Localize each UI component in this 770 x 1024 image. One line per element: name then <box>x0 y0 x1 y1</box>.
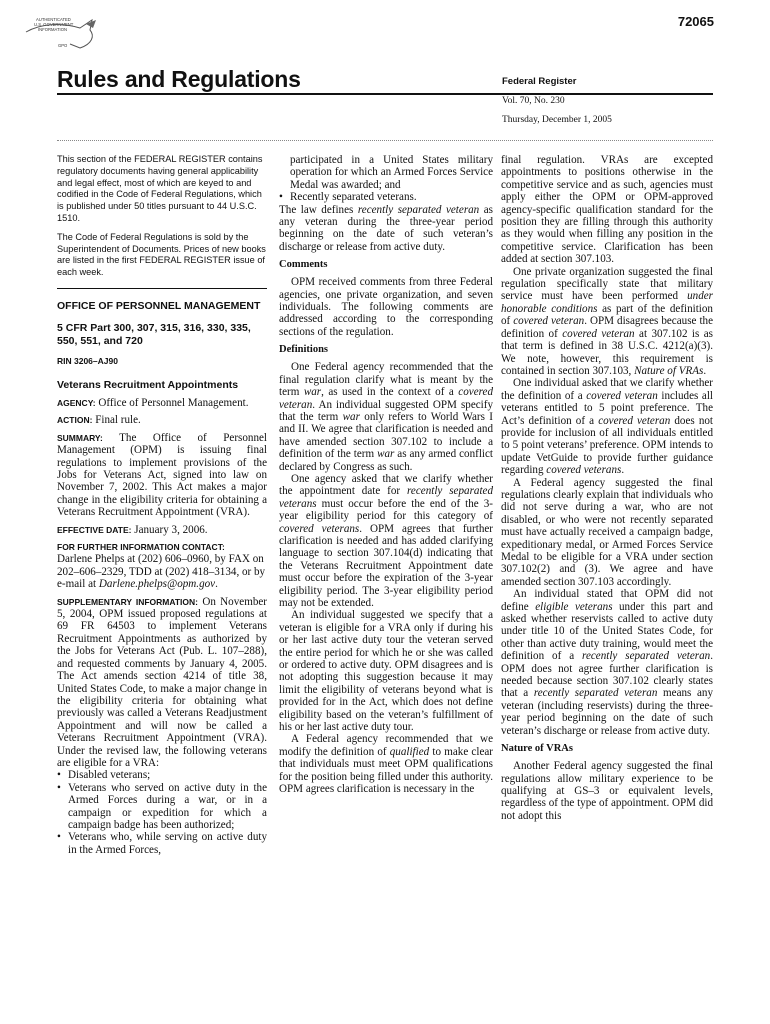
text-run: under this part and asked whether reservists called to active duty under title 10 of the United States Code, for other than active duty training, would meet the definition of a <box>501 600 713 663</box>
supplementary-paragraph <box>57 596 267 770</box>
section-heading-comments: Comments <box>279 259 328 271</box>
issue-date: Thursday, December 1, 2005 <box>502 115 612 125</box>
column-divider <box>57 288 267 289</box>
boilerplate-paragraph: The Code of Federal Regulations is sold by the Superintendent of Documents. Prices of new books are listed in the first FEDERAL REGISTER issue of each week. <box>57 231 266 278</box>
defined-term: under honorable conditions <box>501 290 713 315</box>
body-paragraph: Another Federal agency suggested the final regulations allow military experience to be qualifying at GS–3 or equivalent levels, regardless of the type of appointment. OPM did not adopt this <box>501 760 713 822</box>
text-run: as part of the definition of <box>501 302 713 328</box>
effective-date-label: EFFECTIVE DATE: <box>57 524 132 535</box>
cfr-parts: 5 CFR Part 300, 307, 315, 316, 330, 335, 550, 551, and 720 <box>57 321 251 347</box>
body-paragraph: final regulation. VRAs are excepted appointments to positions otherwise in the competitive service and as such, agencies must apply either the OPM or OPM-approved agency-specific qualification standard for the position they are filling through this authority as they would when filling any position in the competitive service. Clarification has been added at section 307.103. <box>501 154 713 266</box>
text-run: as any armed conflict declared by Congress as such. <box>279 448 493 473</box>
agency-heading: OFFICE OF PERSONNEL MANAGEMENT <box>57 299 261 312</box>
contact-paragraph <box>57 541 267 591</box>
header-divider <box>57 140 713 141</box>
text-run: An individual stated that OPM did not define <box>501 588 713 613</box>
body-paragraph <box>279 733 493 795</box>
list-item: • Recently separated veterans. <box>279 191 493 203</box>
effective-date-line <box>57 524 267 536</box>
column-1 <box>57 154 267 856</box>
rin-number: RIN 3206–AJ90 <box>57 355 118 366</box>
page-number: 72065 <box>677 14 714 29</box>
effective-date-text: January 3, 2006. <box>134 523 208 536</box>
action-label: ACTION: <box>57 415 93 426</box>
body-paragraph <box>279 361 493 473</box>
body-paragraph: A Federal agency suggested the final regulations clearly explain that individuals who did not serve during a war, who are not disabled, or who were not recently separated must have actually received a campaign badge, expeditionary medal, or Armed Forces Service Medal to be eligible for a VRA under section 307.102(2) and (3). We agree and have amended section 307.103 accordingly. <box>501 476 713 588</box>
defined-term: covered veteran <box>562 327 635 340</box>
list-item: • Veterans who, while serving on active duty in the Armed Forces, <box>57 831 267 856</box>
body-paragraph: OPM received comments from three Federal agencies, one private organization, and seven individuals. The following comments are addressed according to the corresponding sections of the regulation. <box>279 276 493 338</box>
defined-term: covered veterans <box>279 522 360 535</box>
seal-line-4: GPO <box>58 43 68 48</box>
federal-register-issue-info <box>502 76 612 125</box>
summary-paragraph <box>57 432 267 519</box>
seal-line-3: INFORMATION <box>38 27 67 32</box>
text-run: means any veteran (including reservists) during the three-year period beginning on the date of such veteran’s discharge or release from active duty. <box>501 687 713 737</box>
defined-term: eligible veterans <box>535 600 613 613</box>
supplementary-text: On November 5, 2004, OPM issued proposed regulations at 69 FR 64503 to implement Veterans Recruitment Appointments as authorized by the Jobs for Veterans Act (Pub. L. 107–288), and requested comments by January 4, 2005. The Act amends section 4214 of title 38, United States Code, to make a major change in the eligibility criteria for obtaining what previously was called a Veterans Readjustment Appointment and will now be called a Veterans Recruitment Appointment (VRA). Under the revised law, the following veterans are eligible for a VRA: <box>57 595 267 769</box>
summary-text: The Office of Personnel Management (OPM) is issuing final regulations to implement provisions of the Jobs for Veterans Act, signed into law on November 7, 2002. This Act makes a major change in the eligibility criteria for obtaining a Veterans Recruitment Appointment (VRA). <box>57 431 267 519</box>
agency-label: AGENCY: <box>57 397 96 408</box>
defined-term: recently separated veterans <box>279 485 493 510</box>
text-run: One private organization suggested the final regulation specifically state that military service must have been performed <box>501 265 713 303</box>
column-3 <box>501 154 713 822</box>
text-run: includes all veterans entitled to 5 point preference. The Act’s definition of a <box>501 389 714 427</box>
document-title: Veterans Recruitment Appointments <box>57 378 239 391</box>
seal-line-1: AUTHENTICATED <box>36 17 71 22</box>
seal-line-2: U.S. GOVERNMENT <box>34 22 74 27</box>
body-paragraph: An individual suggested we specify that a veteran is eligible for a VRA only if during his or her last active duty tour the veteran served the entire period for which he or she was called or ordered to active duty. OPM disagrees and is not adopting this suggestion because it may limit the eligibility of veterans beyond what is provided for in the Act, which does not define eligibility based on the veteran’s fulfillment of his or her last active duty tour. <box>279 609 493 734</box>
defined-term: war <box>342 410 360 423</box>
text-run: . OPM agrees that further clarification is needed and has added clarifying language to section 307.104(d) indicating that the Veterans Recruitment Appointment date must occur before the expiration of the 3-year eligibility period. The 3-year eligibility period may not be extended. <box>279 522 493 609</box>
title-rule <box>57 93 713 95</box>
agency-text: Office of Personnel Management. <box>98 396 249 409</box>
list-item: • Disabled veterans; <box>57 769 267 781</box>
boilerplate-paragraph: This section of the FEDERAL REGISTER contains regulatory documents having general applicability and legal effect, most of which are keyed to and codified in the Code of Federal Regulations, which is published under 50 titles pursuant to 44 U.S.C. 1510. <box>57 154 263 223</box>
text-run: . OPM does not agree further clarification is needed because section 307.102 clearly states that a <box>501 650 713 700</box>
text-run: . <box>621 464 625 477</box>
text-run: . <box>703 364 707 377</box>
text-run: One individual asked that we clarify whether the definition of a <box>501 377 713 402</box>
contact-text: Darlene Phelps at (202) 606–0960, by FAX on 202–606–2329, TDD at (202) 418–3134, or by e-mail at <box>57 553 266 591</box>
eligibility-list-cont <box>279 191 493 203</box>
action-line <box>57 414 267 426</box>
section-title: Rules and Regulations <box>57 66 301 92</box>
defined-term: recently separated veteran <box>582 650 711 663</box>
defined-term: qualified <box>389 745 430 758</box>
punctuation: . <box>215 578 218 591</box>
body-paragraph <box>501 588 713 737</box>
text-run: at 307.102 is as that term is defined in 38 U.S.C. 4212(a)(3). We note, however, this requirement is contained in section 307.103, <box>501 327 713 377</box>
defined-term: covered veteran <box>598 414 671 427</box>
volume-number: Vol. 70, No. 230 <box>502 96 565 106</box>
defined-term: covered veteran <box>586 389 658 402</box>
summary-label: SUMMARY: <box>57 432 103 443</box>
defined-term: covered veterans <box>546 464 622 477</box>
section-heading-nature-of-vras: Nature of VRAs <box>501 743 573 755</box>
section-heading-definitions: Definitions <box>279 344 329 356</box>
body-paragraph <box>279 204 493 254</box>
text-run: . An individual suggested OPM specify that the term <box>279 398 493 423</box>
text-run: One Federal agency recommended that the final regulation clarify what is meant by the term <box>279 361 493 399</box>
list-item-continuation: participated in a United States military operation for which an Armed Forces Service Medal was awarded; and <box>290 154 493 191</box>
text-run: as any veteran during the three-year period beginning on the date of such veteran’s discharge or release from active duty. <box>279 203 493 253</box>
text-run: . OPM disagrees because the definition of <box>501 315 713 340</box>
defined-term: covered veteran <box>513 315 585 328</box>
agency-line <box>57 397 267 409</box>
text-run: to make clear that individuals must meet OPM qualifications for the position being filled under this authority. OPM agrees clarification is necessary in the <box>279 745 493 796</box>
text-run: does not provide for inclusion of all individuals entitled to 5 point veterans’ preference. OPM intends to update VetGuide to provide further guidance regarding <box>501 414 714 477</box>
defined-term: recently separated veteran <box>533 687 658 700</box>
supplementary-label: SUPPLEMENTARY INFORMATION: <box>57 596 198 607</box>
text-run: The law defines <box>279 203 358 216</box>
text-run: only refers to World Wars I and II. We agree that clarification is needed and have amended section 307.102 to include a definition of the term <box>279 410 493 461</box>
text-run: , as used in the context of a <box>321 386 459 399</box>
eligibility-list <box>57 769 267 856</box>
contact-email: Darlene.phelps@opm.gov <box>98 578 216 591</box>
list-item: • Veterans who served on active duty in the Armed Forces during a war, or in a campaign or expedition for which a campaign badge has been authorized; <box>57 782 267 832</box>
body-paragraph <box>501 266 713 378</box>
action-text: Final rule. <box>95 414 141 427</box>
body-paragraph <box>279 473 493 609</box>
text-run: One agency asked that we clarify whether the appointment date for <box>279 472 493 498</box>
defined-term: Nature of VRAs <box>634 364 704 377</box>
text-run: A Federal agency recommended that we modify the definition of <box>279 733 493 758</box>
defined-term: war <box>377 448 395 461</box>
gpo-authenticated-seal <box>20 14 110 54</box>
defined-term: war <box>303 386 322 399</box>
contact-label: FOR FURTHER INFORMATION CONTACT: <box>57 542 225 553</box>
defined-term: covered veteran <box>279 386 493 411</box>
text-run: must occur before the end of the 3-year eligibility period for this category of <box>279 497 493 523</box>
defined-term: recently separated veteran <box>357 203 480 216</box>
column-2 <box>279 154 493 796</box>
body-paragraph <box>501 377 713 476</box>
federal-register-name: Federal Register <box>502 76 577 87</box>
